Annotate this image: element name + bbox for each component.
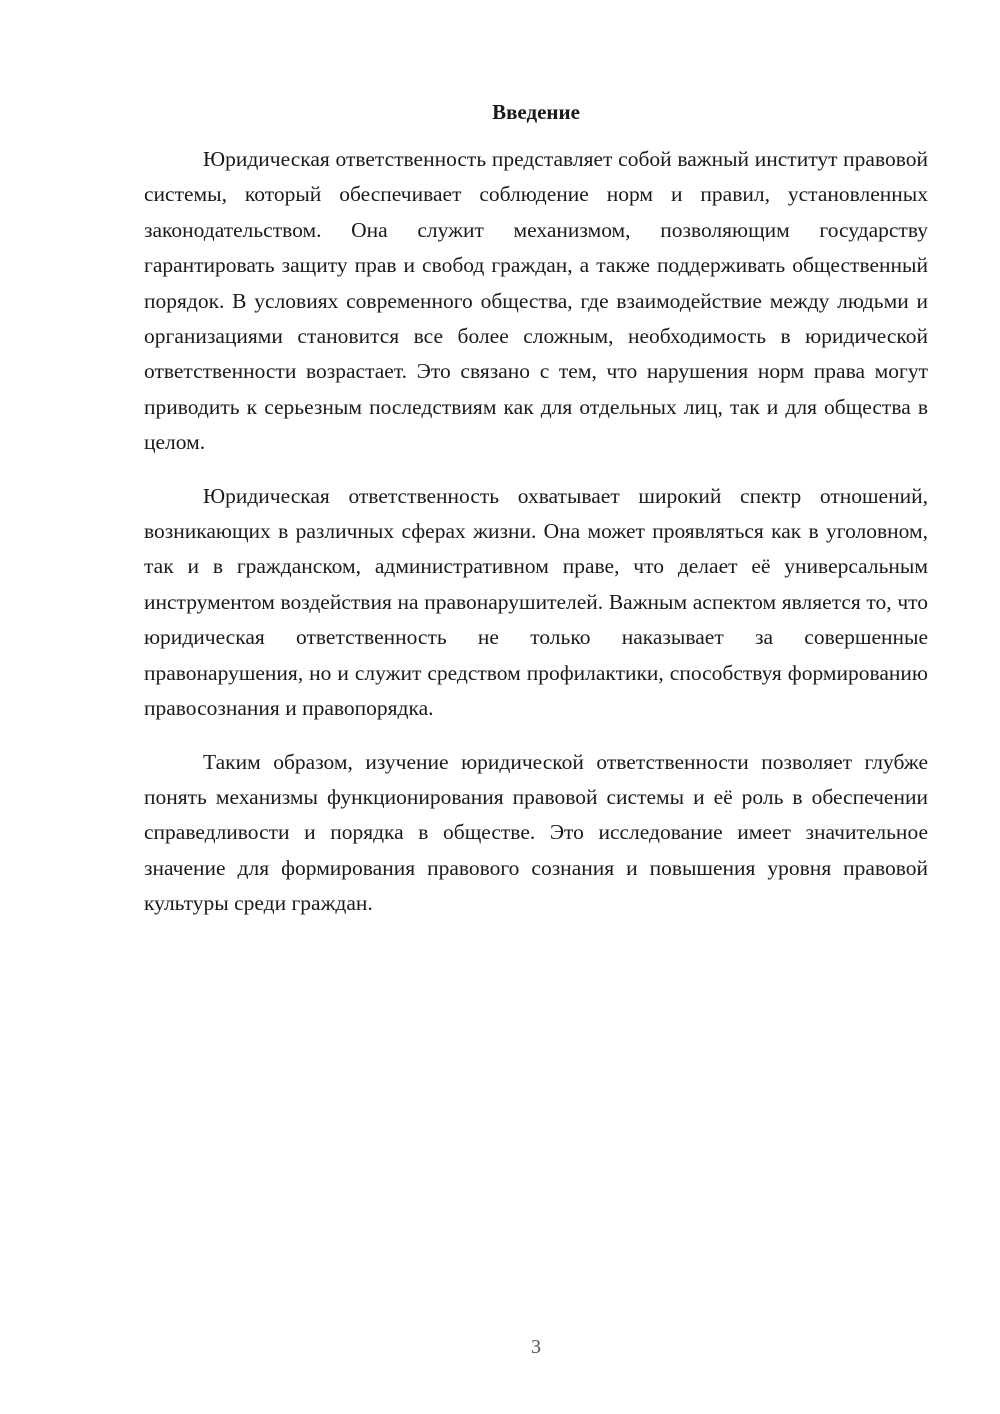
paragraph-1: Юридическая ответственность представляет собой важный институт правовой системы, который обеспечивает соблюдение норм и правил, установленных законодательством. Она служит механизмом, позволяющим государству гарантировать защиту прав и свобод граждан, а также поддерживать общественный порядок. В условиях современного общества, где взаимодействие между людьми и организациями становится все более сложным, необходимость в юридической ответственности возрастает. Это связано с тем, что нарушения норм права могут приводить к серьезным последствиям как для отдельных лиц, так и для общества в целом. — [144, 147, 928, 455]
paragraph-2: Юридическая ответственность охватывает широкий спектр отношений, возникающих в различных сферах жизни. Она может проявляться как в уголовном, так и в гражданском, административном праве, что делает её универсальным инструментом воздействия на правонарушителей. Важным аспектом является то, что юридическая ответственность не только наказывает за совершенные правонарушения, но и служит средством профилактики, способствуя формированию правосознания и правопорядка. — [144, 483, 928, 721]
paragraph-3: Таким образом, изучение юридической ответственности позволяет глубже понять механизмы функционирования правовой системы и её роль в обеспечении справедливости и порядка в обществе. Это исследование имеет значительное значение для формирования правового сознания и повышения уровня правовой культуры среди граждан. — [144, 749, 928, 916]
section-heading: Введение — [492, 100, 580, 124]
body-text — [144, 142, 928, 922]
page-number: 3 — [531, 1336, 541, 1358]
